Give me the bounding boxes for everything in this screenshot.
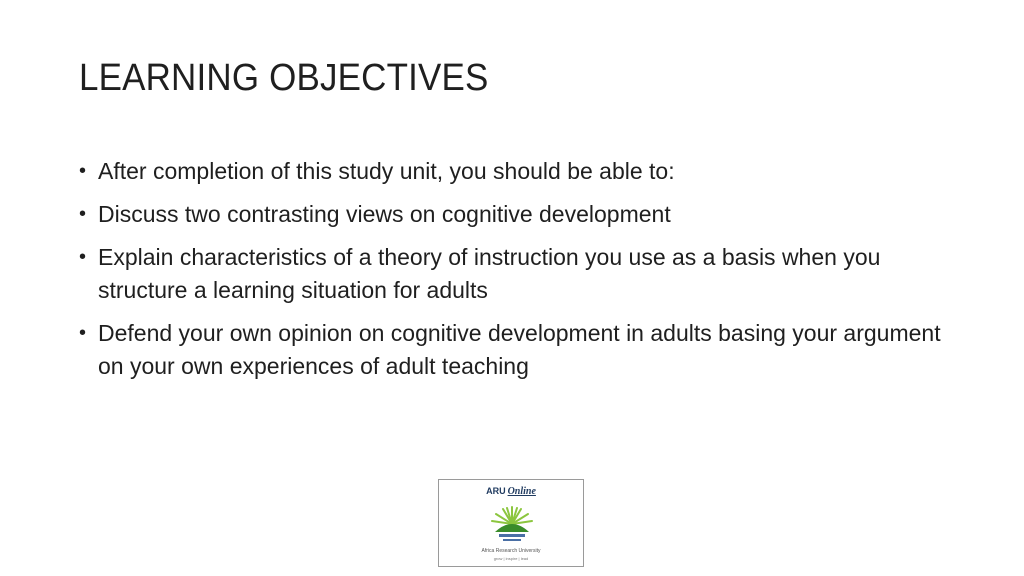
list-item-text: After completion of this study unit, you should be able to:	[98, 158, 675, 184]
logo-brand-suffix: Online	[507, 486, 536, 497]
objectives-list	[79, 155, 959, 393]
aru-online-logo	[438, 479, 584, 567]
list-item-text: Explain characteristics of a theory of instruction you use as a basis when you structure a learning situation for adults	[98, 244, 881, 303]
bullet-dot-icon: •	[79, 203, 87, 225]
list-item	[79, 241, 959, 307]
slide-title: LEARNING OBJECTIVES	[79, 57, 489, 99]
list-item-text: Defend your own opinion on cognitive development in adults basing your argument on your own experiences of adult teaching	[98, 320, 941, 379]
rising-sun-emblem-icon	[487, 504, 537, 546]
logo-brand-name: ARU	[486, 486, 506, 496]
list-item	[79, 317, 959, 383]
logo-tagline: grow | inspire | lead	[493, 556, 529, 561]
logo-brand	[439, 486, 583, 497]
list-item	[79, 198, 959, 231]
bullet-dot-icon: •	[79, 246, 87, 268]
list-item-text: Discuss two contrasting views on cognitive development	[98, 201, 671, 227]
logo-university-name: Africa Research University	[481, 548, 541, 554]
bullet-dot-icon: •	[79, 322, 87, 344]
bullet-dot-icon: •	[79, 160, 87, 182]
list-item	[79, 155, 959, 188]
